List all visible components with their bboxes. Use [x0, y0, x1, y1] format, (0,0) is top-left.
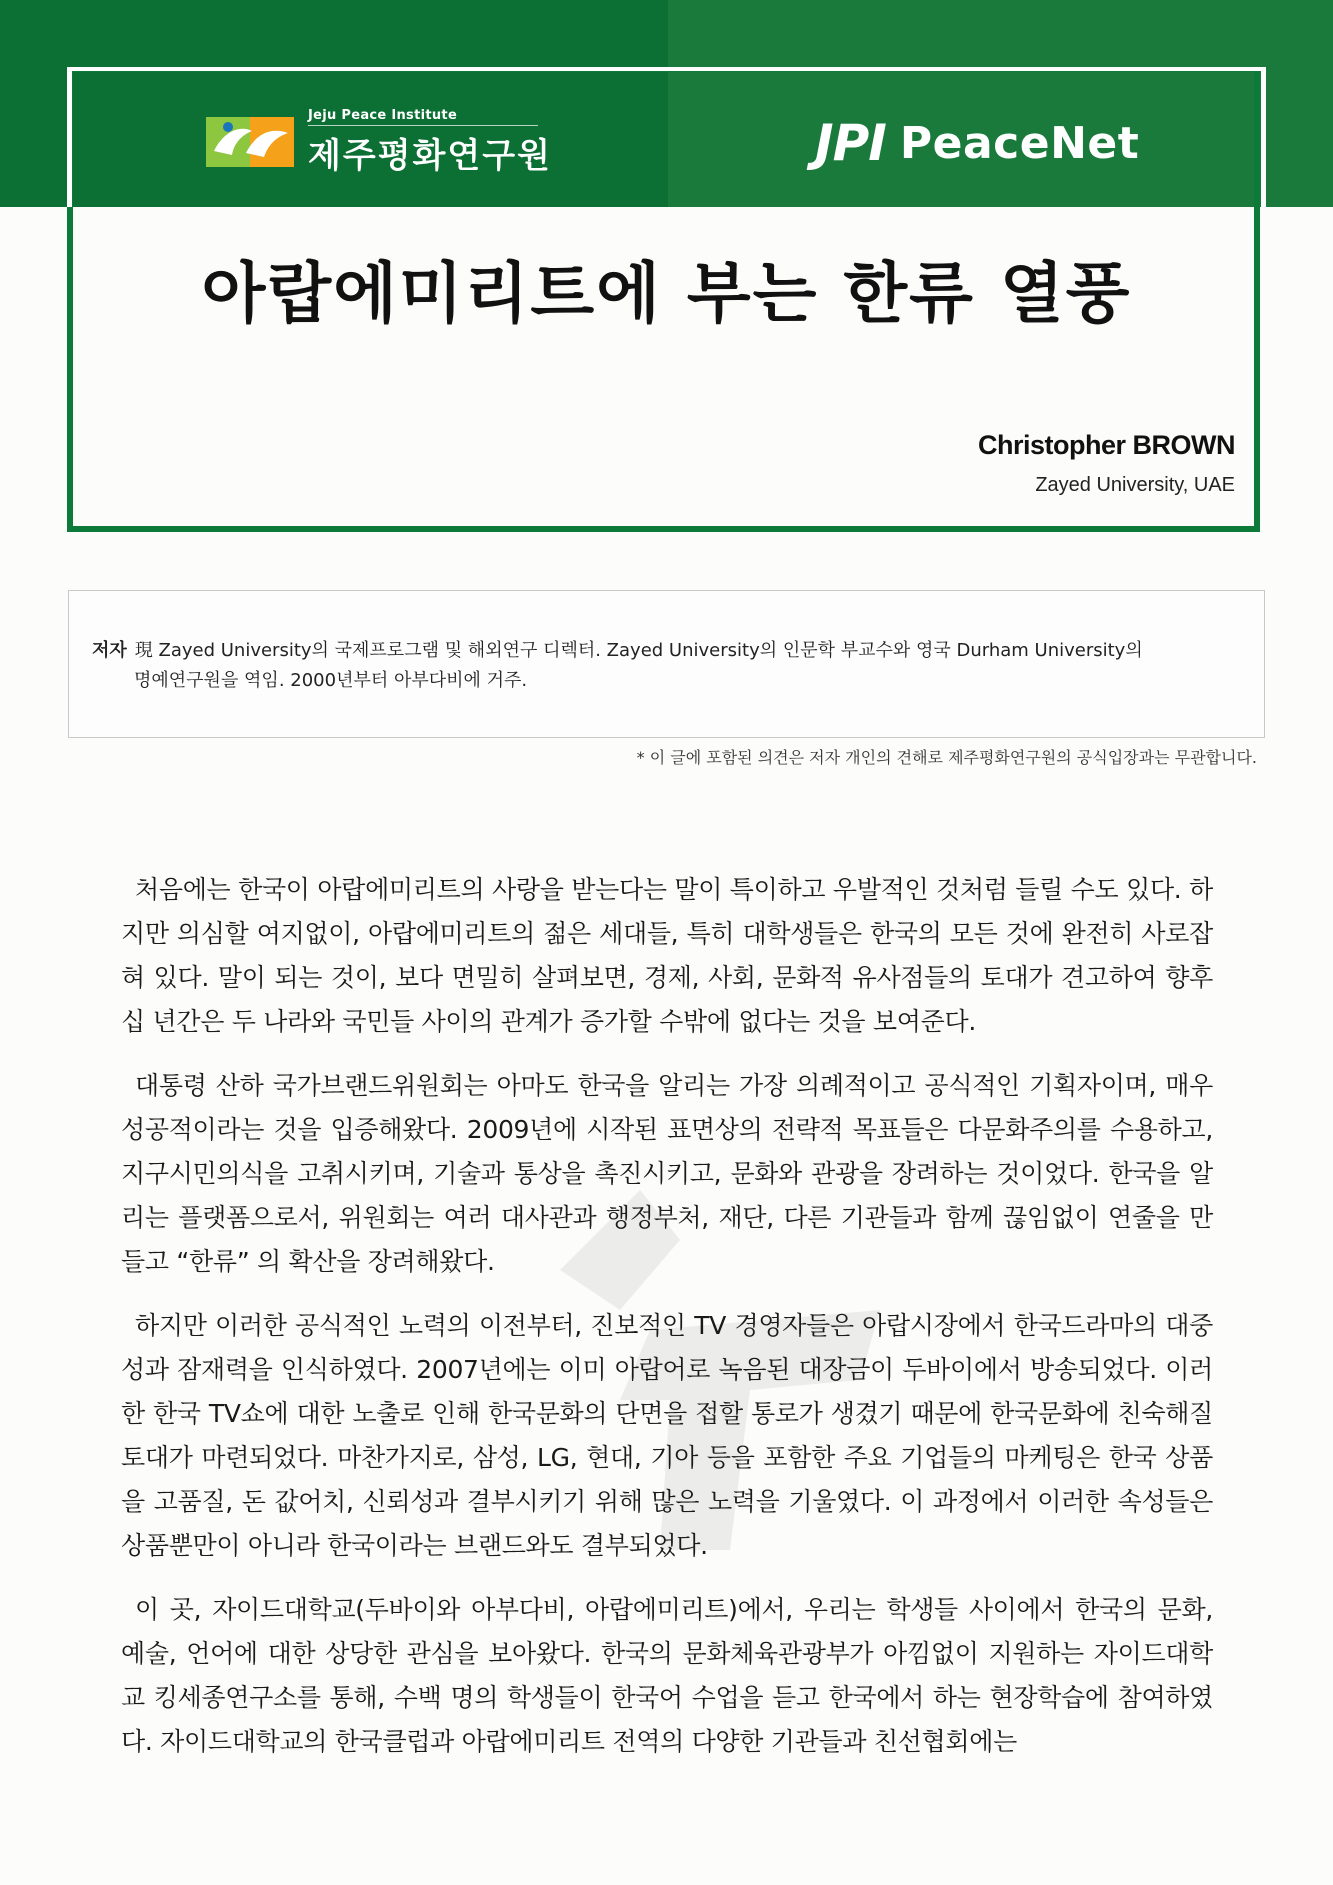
author-name: Christopher BROWN	[978, 430, 1235, 460]
frame-top-line	[67, 67, 1266, 71]
institute-name-en: Jeju Peace Institute	[308, 108, 538, 126]
bio-line-1: 現 Zayed University의 국제프로그램 및 해외연구 디렉터. Zayed University의 인문학 부교수와 영국 Durham University의	[134, 640, 1143, 661]
peacenet-logo	[815, 114, 1139, 172]
paragraph-3: 하지만 이러한 공식적인 노력의 이전부터, 진보적인 TV 경영자들은 아랍시장에서 한국드라마의 대중성과 잠재력을 인식하였다. 2007년에는 이미 아랍어로 녹음된 대장금이 두바이에서 방송되었다. 이러한 한국 TV쇼에 대한 노출로 인해 한국문화의 단면을 접할 통로가 생겼기 때문에 한국문화에 친숙해질 토대가 마련되었다. 마찬가지로, 삼성, LG, 현대, 기아 등을 포함한 주요 기업들의 마케팅은 한국 상품을 고품질, 돈 값어치, 신뢰성과 결부시키기 위해 많은 노력을 기울였다. 이 과정에서 이러한 속성들은 상품뿐만이 아니라 한국이라는 브랜드와도 결부되었다.	[121, 1311, 1213, 1560]
paragraph-1: 처음에는 한국이 아랍에미리트의 사랑을 받는다는 말이 특이하고 우발적인 것처럼 들릴 수도 있다. 하지만 의심할 여지없이, 아랍에미리트의 젊은 세대들, 특히 대학생들은 한국의 모든 것에 완전히 사로잡혀 있다. 말이 되는 것이, 보다 면밀히 살펴보면, 경제, 사회, 문화적 유사점들의 토대가 견고하여 향후 십 년간은 두 나라와 국민들 사이의 관계가 증가할 수밖에 없다는 것을 보여준다.	[121, 875, 1213, 1036]
disclaimer: * 이 글에 포함된 의견은 저자 개인의 견해로 제주평화연구원의 공식입장과는 무관합니다.	[636, 748, 1257, 767]
frame-side-right	[1261, 67, 1266, 207]
bio-line-2: 명예연구원을 역임. 2000년부터 아부다비에 거주.	[134, 670, 528, 691]
jpi-brand: JPI	[815, 114, 886, 172]
paragraph-4: 이 곳, 자이드대학교(두바이와 아부다비, 아랍에미리트)에서, 우리는 학생들 사이에서 한국의 문화, 예술, 언어에 대한 상당한 관심을 보아왔다. 한국의 문화체육관광부가 아낌없이 지원하는 자이드대학교 킹세종연구소를 통해, 수백 명의 학생들이 한국어 수업을 듣고 한국에서 하는 현장학습에 참여하였다. 자이드대학교의 한국클럽과 아랍에미리트 전역의 다양한 기관들과 친선협회에는	[121, 1595, 1213, 1756]
frame-side-left	[67, 67, 72, 207]
institute-name-ko: 제주평화연구원	[308, 135, 552, 176]
author-bio	[92, 636, 1242, 696]
article-title: 아랍에미리트에 부는 한류 열풍	[201, 255, 1132, 332]
article-body	[121, 868, 1213, 1784]
paragraph-2: 대통령 산하 국가브랜드위원회는 아마도 한국을 알리는 가장 의례적이고 공식적인 기획자이며, 매우 성공적이라는 것을 입증해왔다. 2009년에 시작된 표면상의 전략적 목표들은 다문화주의를 수용하고, 지구시민의식을 고취시키며, 기술과 통상을 촉진시키고, 문화와 관광을 장려하는 것이었다. 한국을 알리는 플랫폼으로서, 위원회는 여러 대사관과 행정부처, 재단, 다른 기관들과 함께 끊임없이 연줄을 만들고 “한류” 의 확산을 장려해왔다.	[121, 1071, 1213, 1276]
peacenet-brand: PeaceNet	[899, 117, 1140, 169]
bio-label: 저자	[92, 640, 127, 661]
author-affiliation: Zayed University, UAE	[1035, 474, 1235, 496]
dove-logo-icon	[206, 111, 296, 173]
jeju-peace-institute-logo	[206, 109, 552, 175]
